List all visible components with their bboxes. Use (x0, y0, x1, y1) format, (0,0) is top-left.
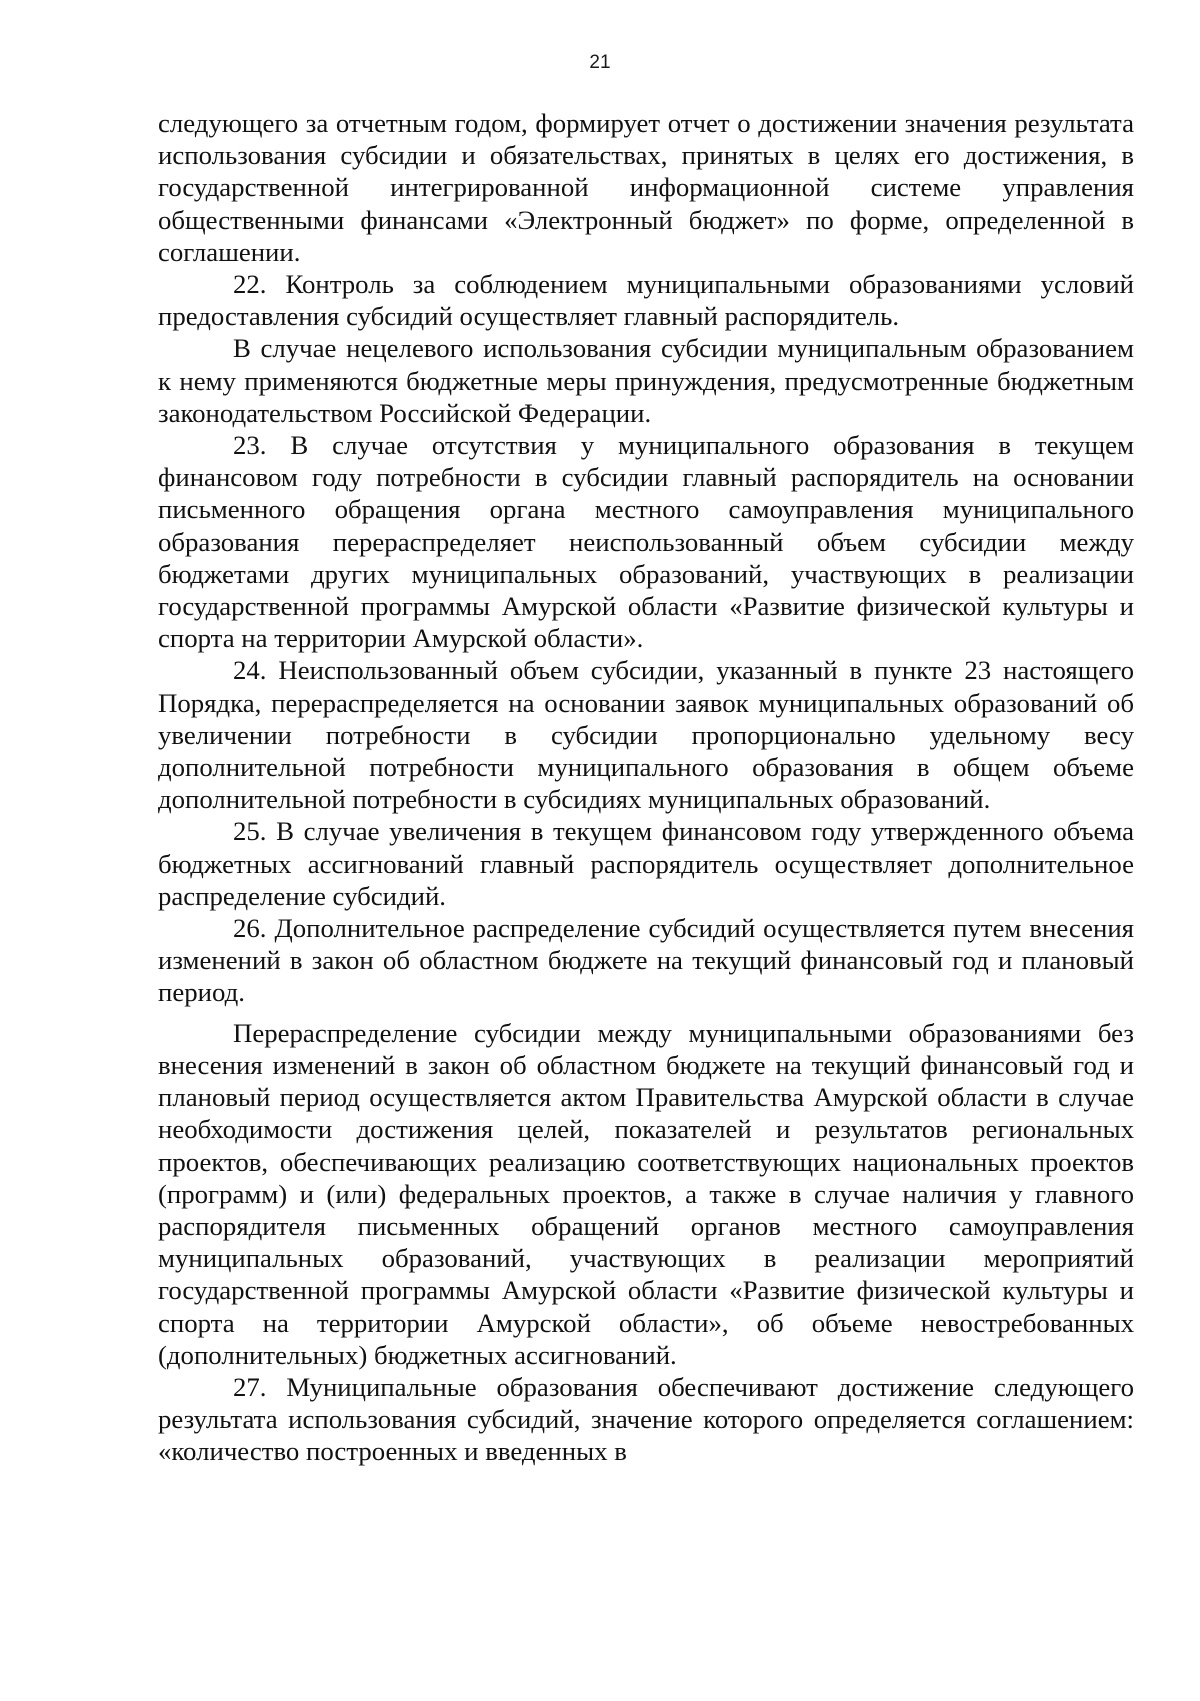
paragraph-24: 24. Неиспользованный объем субсидии, указанный в пункте 23 настоящего Порядка, перераспределяется на основании заявок муниципальных образований об увеличении потребности в субсидии пропорционально удельному весу дополнительной потребности муниципального образования в общем объеме дополнительной потребности в субсидиях муниципальных образований. (158, 655, 1134, 815)
paragraph-26-redistribution: Перераспределение субсидии между муниципальными образованиями без внесения изменений в закон об областном бюджете на текущий финансовый год и плановый период осуществляется актом Правительства Амурской области в случае необходимости достижения целей, показателей и результатов региональных проектов, обеспечивающих реализацию соответствующих национальных проектов (программ) и (или) федеральных проектов, а также в случае наличия у главного распорядителя письменных обращений органов местного самоуправления муниципальных образований, участвующих в реализации мероприятий государственной программы Амурской области «Развитие физической культуры и спорта на территории Амурской области», об объеме невостребованных (дополнительных) бюджетных ассигнований. (158, 1017, 1134, 1370)
paragraph-22-sanctions: В случае нецелевого использования субсидии муниципальным образованием к нему применяются бюджетные меры принуждения, предусмотренные бюджетным законодательством Российской Федерации. (158, 333, 1134, 428)
paragraph-23: 23. В случае отсутствия у муниципального образования в текущем финансовом году потребности в субсидии главный распорядитель на основании письменного обращения органа местного самоуправления муниципального образования перераспределяет неиспользованный объем субсидии между бюджетами других муниципальных образований, участвующих в реализации государственной программы Амурской области «Развитие физической культуры и спорта на территории Амурской области». (158, 430, 1134, 654)
paragraph-25: 25. В случае увеличения в текущем финансовом году утвержденного объема бюджетных ассигнований главный распорядитель осуществляет дополнительное распределение субсидий. (158, 816, 1134, 911)
paragraph-continuation: следующего за отчетным годом, формирует отчет о достижении значения результата использования субсидии и обязательствах, принятых в целях его достижения, в государственной интегрированной информационной системе управления общественными финансами «Электронный бюджет» по форме, определенной в соглашении. (158, 108, 1134, 267)
paragraph-27: 27. Муниципальные образования обеспечивают достижение следующего результата использования субсидий, значение которого определяется соглашением: «количество построенных и введенных в (158, 1371, 1134, 1467)
paragraph-26: 26. Дополнительное распределение субсидий осуществляется путем внесения изменений в закон об областном бюджете на текущий финансовый год и плановый период. (158, 913, 1134, 1008)
paragraph-22: 22. Контроль за соблюдением муниципальными образованиями условий предоставления субсидий осуществляет главный распорядитель. (158, 269, 1134, 332)
document-body (158, 107, 1134, 1468)
page-number: 21 (589, 52, 611, 73)
